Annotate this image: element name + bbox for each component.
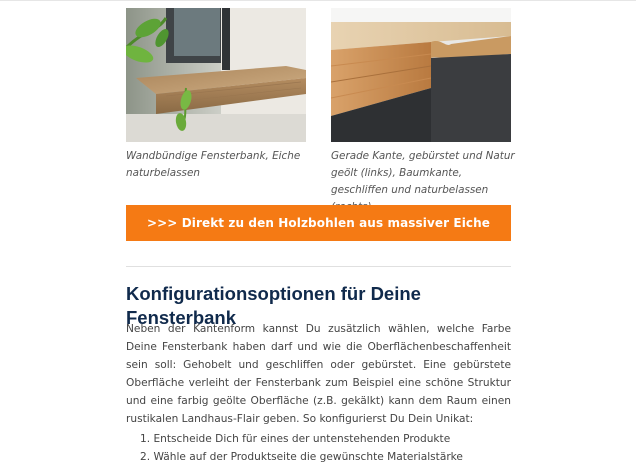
image-caption-left: Wandbündige Fensterbank, Eiche naturbelassen xyxy=(126,150,301,179)
image-row xyxy=(126,8,511,142)
holzbohlen-eiche-button[interactable]: >>> Direkt zu den Holzbohlen aus massiver Eiche xyxy=(126,205,511,241)
section-heading: Konfigurationsoptionen für Deine Fensterbank xyxy=(126,283,421,328)
list-item: 2. Wähle auf der Produktseite die gewünschte Materialstärke xyxy=(140,451,463,463)
list-item: 1. Entscheide Dich für eines der untenstehenden Produkte xyxy=(140,433,451,445)
config-steps-list xyxy=(126,430,511,466)
image-caption-right: Gerade Kante, gebürstet und Natur geölt (links), Baumkante, geschliffen und naturbelassen xyxy=(331,150,515,196)
section-paragraph: Neben der Kantenform kannst Du zusätzlich wählen, welche Farbe Deine Fensterbank haben darf und wie die Oberflächenbeschaffenheit sein soll: Gehobelt und geschliffen oder gebürstet. Eine gebürstete Oberfläche verleiht der Fensterbank zum Beispiel eine schöne Struktur und eine farbig geölte Oberfläche (z.B. gekälkt) kann dem Raum einen rustikalen Landhaus-Flair geben. So konfigurierst Du Dein Unikat: xyxy=(126,323,511,425)
top-divider xyxy=(0,0,636,1)
section-divider xyxy=(126,266,511,267)
fensterbank-kantenform-photo xyxy=(331,8,511,142)
fensterbank-wandbuendig-photo xyxy=(126,8,306,142)
